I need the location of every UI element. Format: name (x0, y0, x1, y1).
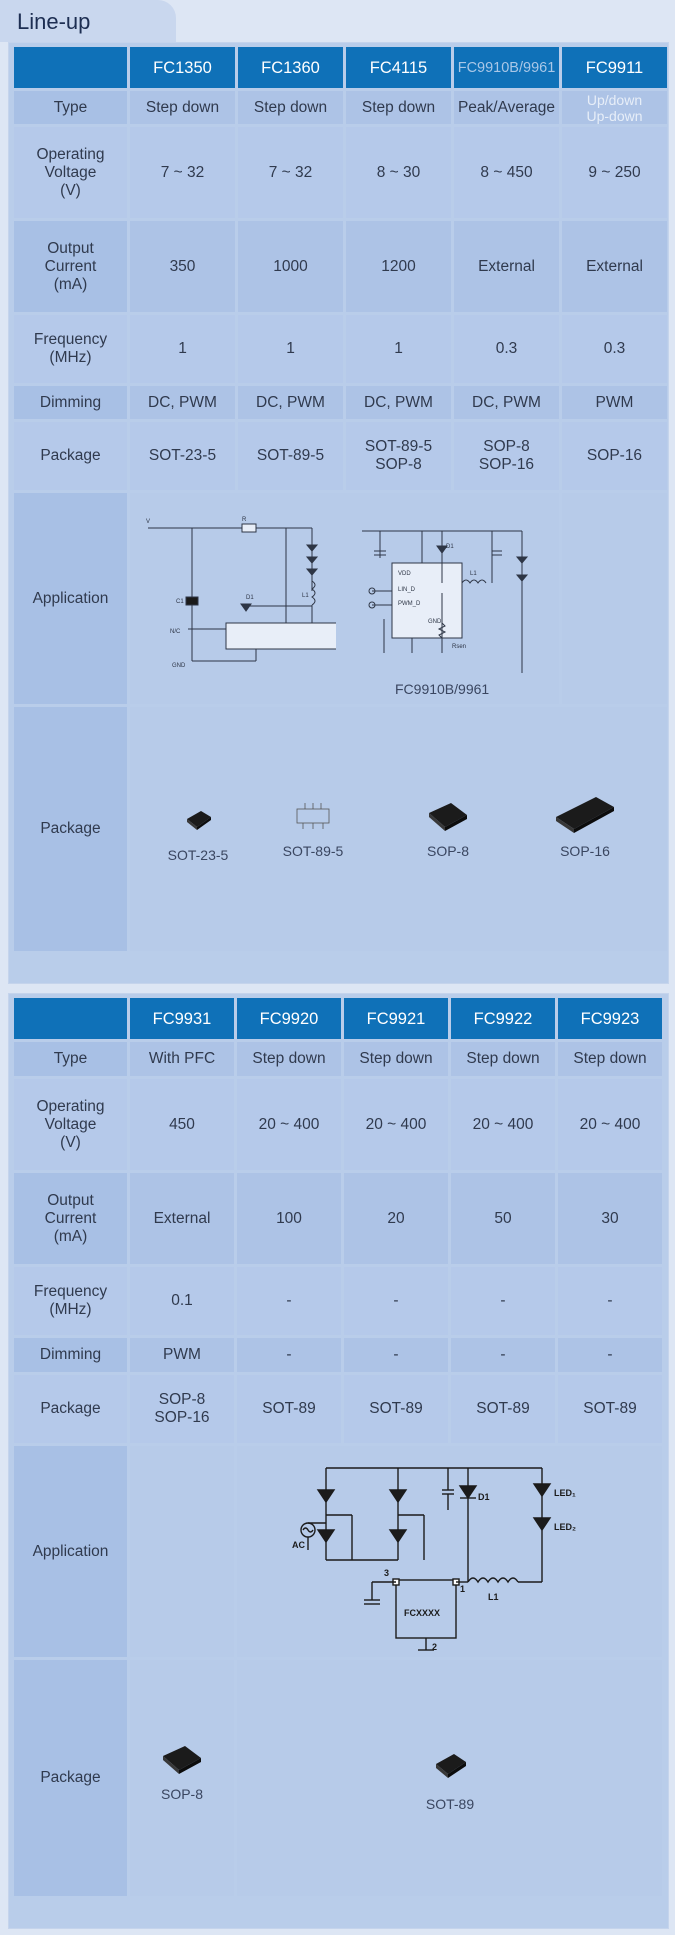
svg-text:R: R (242, 517, 247, 523)
header-fc4115: FC4115 (346, 47, 451, 88)
cell-type: Step down (451, 1042, 555, 1076)
type-line: Up/down (586, 91, 643, 108)
row-label-current (14, 1173, 127, 1264)
cell-dimming: DC, PWM (130, 386, 235, 419)
cell-voltage: 8 ~ 450 (454, 127, 559, 218)
cell-current: 30 (558, 1173, 662, 1264)
row-label-frequency (14, 1267, 127, 1335)
cell-dimming: - (237, 1338, 341, 1372)
row-label-dimming: Dimming (14, 386, 127, 419)
lineup-table-2 (8, 993, 669, 1929)
label-line: Operating (36, 145, 105, 163)
cell-frequency: - (451, 1267, 555, 1335)
cell-type (562, 91, 667, 124)
row-label-dimming: Dimming (14, 1338, 127, 1372)
cell-voltage: 7 ~ 32 (130, 127, 235, 218)
cell-voltage: 20 ~ 400 (237, 1079, 341, 1170)
pin1-label: 1 (460, 1584, 466, 1594)
cell-package (130, 1375, 234, 1443)
cell-frequency: - (558, 1267, 662, 1335)
cell-dimming: DC, PWM (454, 386, 559, 419)
row-label-current (14, 221, 127, 312)
ac-label: AC (292, 1540, 305, 1550)
package-caption: SOT-89-5 (282, 843, 344, 859)
package-sot-89-5 (263, 799, 363, 859)
svg-text:GND: GND (172, 663, 186, 669)
corner-cell (14, 998, 127, 1039)
cell-voltage: 20 ~ 400 (558, 1079, 662, 1170)
svg-text:V: V (146, 519, 151, 525)
label-line: Current (44, 1209, 97, 1227)
label-line: Current (44, 257, 97, 275)
application-figure-2 (237, 1446, 662, 1657)
package-line: SOP-8 (158, 1391, 206, 1408)
label-line: (mA) (53, 275, 88, 293)
sot-89-5-outline-icon (291, 799, 335, 833)
cell-package: SOT-23-5 (130, 422, 235, 490)
row-label-package: Package (14, 422, 127, 490)
application-empty-cell (130, 1446, 234, 1657)
application-caption: FC9910B/9961 (395, 681, 490, 697)
cell-dimming: PWM (562, 386, 667, 419)
package-sop-8 (130, 1742, 234, 1802)
header-fc9922: FC9922 (451, 998, 555, 1039)
package-caption: SOT-89 (425, 1796, 475, 1812)
cell-type: Step down (130, 91, 235, 124)
cell-frequency: 0.1 (130, 1267, 234, 1335)
header-fc9911: FC9911 (562, 47, 667, 88)
row-label-package-images: Package (14, 707, 127, 951)
label-line: Frequency (33, 1283, 108, 1300)
section-title: Line-up (17, 9, 91, 34)
label-line: (V) (60, 1133, 81, 1151)
header-fc9910b: FC9910B/9961 (454, 47, 559, 88)
cell-voltage: 7 ~ 32 (238, 127, 343, 218)
package-line: SOT-89-5 (364, 438, 433, 455)
header-fc1360: FC1360 (238, 47, 343, 88)
row-label-voltage (14, 127, 127, 218)
svg-text:D1: D1 (246, 595, 254, 601)
row-label-application: Application (14, 493, 127, 704)
row-label-application: Application (14, 1446, 127, 1657)
led1-label: LED₁ (554, 1488, 576, 1498)
label-line: Voltage (44, 163, 97, 181)
cell-package (346, 422, 451, 490)
led2-label: LED₂ (554, 1522, 576, 1532)
header-fc9921: FC9921 (344, 998, 448, 1039)
cell-dimming: DC, PWM (238, 386, 343, 419)
cell-type: Step down (346, 91, 451, 124)
package-caption: SOP-8 (426, 843, 469, 859)
package-line: SOP-16 (478, 456, 535, 473)
lineup-tab (0, 0, 176, 42)
svg-text:D1: D1 (446, 544, 454, 550)
label-line: Output (47, 239, 94, 257)
cell-dimming: - (344, 1338, 448, 1372)
cell-type: Step down (558, 1042, 662, 1076)
svg-text:L1: L1 (470, 571, 477, 577)
cell-frequency: - (237, 1267, 341, 1335)
cell-package: SOP-16 (562, 422, 667, 490)
cell-type: Step down (238, 91, 343, 124)
cell-current: 1200 (346, 221, 451, 312)
lineup-table-1 (8, 42, 669, 984)
cell-current: External (130, 1173, 234, 1264)
sot-23-5-chip-icon (181, 807, 215, 833)
cell-current: 350 (130, 221, 235, 312)
cell-type: With PFC (130, 1042, 234, 1076)
cell-voltage: 20 ~ 400 (451, 1079, 555, 1170)
svg-text:PWM_D: PWM_D (398, 601, 421, 607)
row-label-type: Type (14, 1042, 127, 1076)
cell-voltage: 9 ~ 250 (562, 127, 667, 218)
type-line: Up-down (586, 107, 643, 124)
cell-current: 100 (237, 1173, 341, 1264)
sop-8-chip-icon (423, 799, 473, 835)
package-sop-16 (530, 791, 640, 859)
sot-89-chip-icon (430, 1750, 470, 1784)
header-fc9920: FC9920 (237, 998, 341, 1039)
cell-current: External (454, 221, 559, 312)
package-image-sot-89 (237, 1660, 662, 1896)
package-line: SOP-16 (154, 1409, 210, 1426)
label-line: Operating (36, 1097, 105, 1115)
label-line: Voltage (44, 1115, 97, 1133)
cell-package: SOT-89 (558, 1375, 662, 1443)
cell-type: Step down (344, 1042, 448, 1076)
package-image-sop-8 (130, 1660, 234, 1896)
cell-type: Step down (237, 1042, 341, 1076)
cell-frequency: 1 (130, 315, 235, 383)
cell-dimming: - (451, 1338, 555, 1372)
svg-text:LIN_D: LIN_D (398, 587, 416, 593)
label-line: (mA) (53, 1227, 88, 1245)
svg-text:Rsen: Rsen (452, 644, 467, 650)
cell-current: External (562, 221, 667, 312)
row-label-package-images: Package (14, 1660, 127, 1896)
label-line: (MHz) (49, 349, 92, 366)
cell-frequency: - (344, 1267, 448, 1335)
package-caption: SOP-8 (160, 1786, 203, 1802)
cell-frequency: 1 (238, 315, 343, 383)
chip-label: FCXXXX (404, 1608, 441, 1618)
application-figure-1 (130, 493, 559, 704)
l1-label: L1 (488, 1592, 499, 1602)
package-sop-8 (398, 799, 498, 859)
pin3-label: 3 (384, 1568, 390, 1578)
cell-dimming: PWM (130, 1338, 234, 1372)
package-caption: SOT-23-5 (167, 847, 229, 863)
cell-package: SOT-89 (451, 1375, 555, 1443)
cell-voltage: 450 (130, 1079, 234, 1170)
package-caption: SOP-16 (560, 843, 610, 859)
row-label-frequency (14, 315, 127, 383)
cell-frequency: 0.3 (562, 315, 667, 383)
cell-current: 20 (344, 1173, 448, 1264)
package-line: SOP-8 (483, 438, 530, 455)
cell-package: SOT-89 (237, 1375, 341, 1443)
cell-dimming: - (558, 1338, 662, 1372)
cell-type: Peak/Average (454, 91, 559, 124)
cell-frequency: 0.3 (454, 315, 559, 383)
fcxxxx-circuit-diagram (292, 1460, 592, 1660)
svg-text:L1: L1 (302, 593, 309, 599)
buck-circuit-diagram (136, 511, 336, 691)
label-line: (V) (60, 181, 81, 199)
cell-current: 1000 (238, 221, 343, 312)
label-line: Frequency (33, 331, 108, 348)
header-fc9931: FC9931 (130, 998, 234, 1039)
cell-package (454, 422, 559, 490)
header-fc9923: FC9923 (558, 998, 662, 1039)
label-line: (MHz) (49, 1301, 92, 1318)
svg-text:N/C: N/C (170, 629, 181, 635)
package-line: SOP-8 (375, 456, 422, 473)
svg-text:C1: C1 (176, 599, 184, 605)
row-label-package: Package (14, 1375, 127, 1443)
cell-voltage: 20 ~ 400 (344, 1079, 448, 1170)
package-images-1 (130, 707, 667, 951)
row-label-type: Type (14, 91, 127, 124)
label-line: Output (47, 1191, 94, 1209)
svg-text:VDD: VDD (398, 571, 411, 577)
package-sot-89 (395, 1750, 505, 1812)
header-fc1350: FC1350 (130, 47, 235, 88)
cell-voltage: 8 ~ 30 (346, 127, 451, 218)
corner-cell (14, 47, 127, 88)
cell-package: SOT-89 (344, 1375, 448, 1443)
package-sot-23-5 (148, 807, 248, 863)
sop-16-chip-icon (550, 791, 620, 835)
d1-label: D1 (478, 1492, 490, 1502)
fc9910-circuit-diagram (352, 523, 582, 693)
cell-current: 50 (451, 1173, 555, 1264)
svg-text:GND: GND (428, 619, 442, 625)
cell-dimming: DC, PWM (346, 386, 451, 419)
row-label-voltage (14, 1079, 127, 1170)
pin2-label: 2 (432, 1642, 438, 1652)
cell-frequency: 1 (346, 315, 451, 383)
cell-package: SOT-89-5 (238, 422, 343, 490)
sop-8-chip-icon (157, 1742, 207, 1778)
application-empty-cell (562, 493, 667, 704)
